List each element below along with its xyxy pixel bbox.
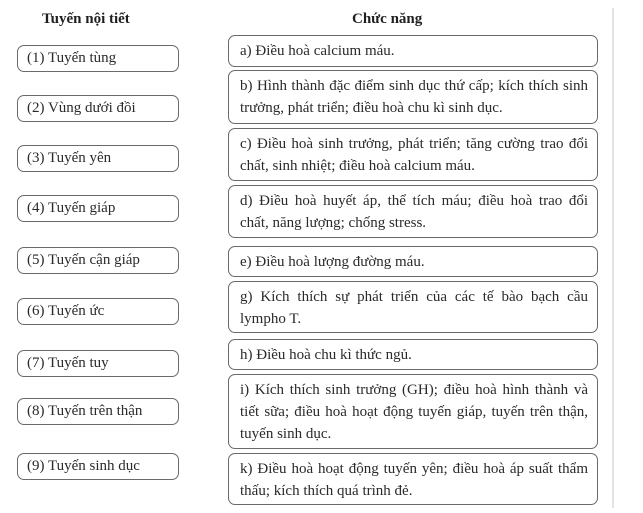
header-functions: Chức năng <box>352 11 423 27</box>
gland-box-9[interactable]: (9) Tuyến sinh dục <box>17 453 179 480</box>
function-box-k[interactable]: k) Điều hoà hoạt động tuyến yên; điều hoà áp suất thẩm thấu; kích thích quá trình đẻ. <box>228 453 598 505</box>
scan-edge <box>612 8 614 508</box>
function-box-c[interactable]: c) Điều hoà sinh trưởng, phát triển; tăng cường trao đổi chất, sinh nhiệt; điều hoà calcium máu. <box>228 128 598 181</box>
function-box-i[interactable]: i) Kích thích sinh trưởng (GH); điều hoà hình thành và tiết sữa; điều hoà hoạt động tuyến giáp, tuyến trên thận, tuyến sinh dục. <box>228 374 598 449</box>
gland-box-4[interactable]: (4) Tuyến giáp <box>17 195 179 222</box>
function-box-h[interactable]: h) Điều hoà chu kì thức ngủ. <box>228 339 598 370</box>
gland-box-5[interactable]: (5) Tuyến cận giáp <box>17 247 179 274</box>
gland-box-3[interactable]: (3) Tuyến yên <box>17 145 179 172</box>
function-box-b[interactable]: b) Hình thành đặc điểm sinh dục thứ cấp; kích thích sinh trưởng, phát triển; điều hoà chu kì sinh dục. <box>228 70 598 124</box>
gland-box-8[interactable]: (8) Tuyến trên thận <box>17 398 179 425</box>
gland-box-6[interactable]: (6) Tuyến ức <box>17 298 179 325</box>
function-box-e[interactable]: e) Điều hoà lượng đường máu. <box>228 246 598 277</box>
gland-box-1[interactable]: (1) Tuyến tùng <box>17 45 179 72</box>
function-box-d[interactable]: d) Điều hoà huyết áp, thể tích máu; điều hoà trao đổi chất, năng lượng; chống stress. <box>228 185 598 238</box>
function-box-a[interactable]: a) Điều hoà calcium máu. <box>228 35 598 67</box>
gland-box-7[interactable]: (7) Tuyến tuy <box>17 350 179 377</box>
function-box-g[interactable]: g) Kích thích sự phát triển của các tế bào bạch cầu lympho T. <box>228 281 598 333</box>
header-glands: Tuyến nội tiết <box>42 11 130 27</box>
gland-box-2[interactable]: (2) Vùng dưới đồi <box>17 95 179 122</box>
